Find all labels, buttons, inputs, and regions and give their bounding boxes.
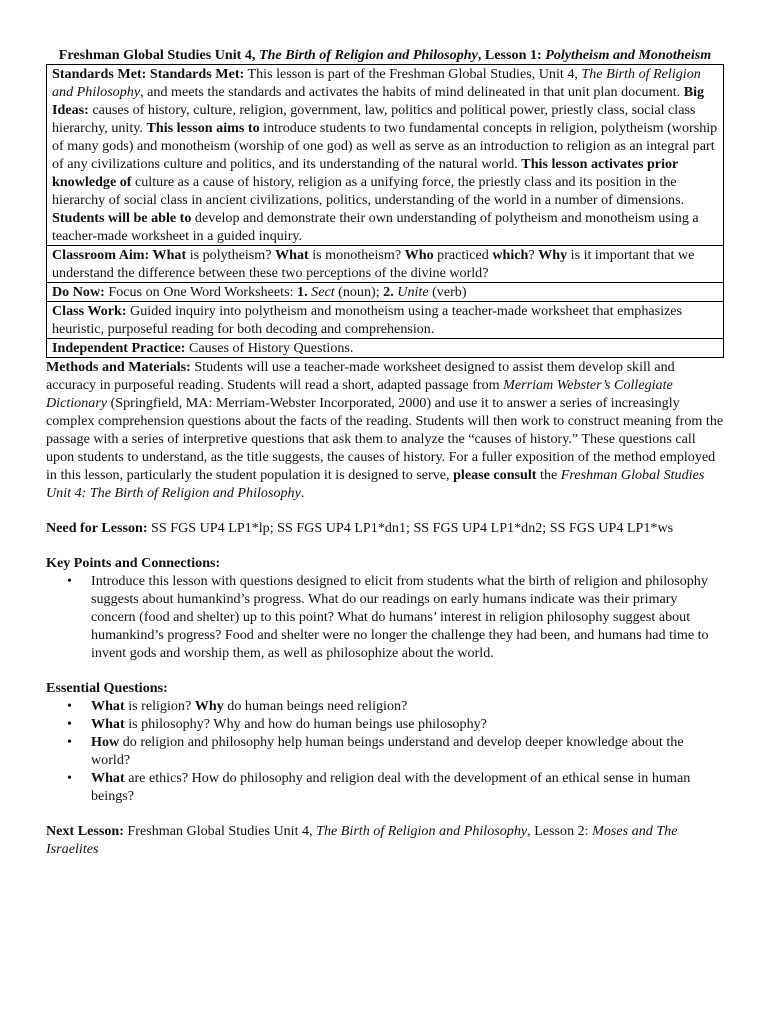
prior-knowledge-text: culture as a cause of history, religion as a unifying force, the priestly class and its position in the hierarchy of social class in ancient civilizations, politics, understanding of the world in a number of dimensions. (52, 174, 685, 208)
spacer (46, 502, 724, 519)
class-work-cell (47, 302, 724, 339)
q1-bold-2: Why (194, 698, 224, 714)
need-label: Need for Lesson: (46, 520, 148, 536)
big-ideas-text: causes of history, culture, religion, government, law, politics and political power, priestly class, social class hierarchy, unity. (52, 102, 696, 136)
standards-unit-title: The Birth of Religion and Philosophy (52, 66, 701, 100)
bullet-icon: • (67, 573, 72, 589)
need-for-lesson (46, 519, 724, 537)
aim-text-3: practiced (433, 247, 493, 263)
do-now-word-2: Unite (397, 284, 429, 300)
classroom-aim-cell (47, 246, 724, 283)
list-item (67, 733, 724, 769)
do-now-pos-1: (noun); (334, 284, 384, 300)
q1-bold-1: What (91, 698, 125, 714)
aim-bold-2: What (275, 247, 309, 263)
next-lesson-label: Next Lesson: (46, 823, 124, 839)
q3-text: do religion and philosophy help human beings understand and develop deeper knowledge about the world? (91, 734, 684, 768)
do-now-text: Focus on One Word Worksheets: (104, 284, 298, 300)
lesson-plan-page (46, 46, 724, 858)
methods-text-3: the (536, 467, 561, 483)
standards-table (46, 64, 724, 358)
aim-text-5: is it important that we understand the difference between these two perceptions of the divine world? (52, 247, 695, 281)
independent-practice-text: Causes of History Questions. (185, 340, 354, 356)
methods-paragraph (46, 358, 724, 502)
bullet-icon: • (67, 734, 72, 750)
do-now-label: Do Now: (52, 284, 105, 300)
list-item (67, 572, 724, 662)
independent-practice-cell (47, 339, 724, 358)
aim-bold-3: Who (404, 247, 434, 263)
aim-bold-5: Why (538, 247, 568, 263)
bullet-icon: • (67, 770, 72, 786)
title-lesson-name: Polytheism and Monotheism (545, 47, 712, 63)
aim-bold-4: which (492, 247, 529, 263)
q4-text: are ethics? How do philosophy and religion deal with the development of an ethical sense in human beings? (91, 770, 691, 804)
aim-text-1: is polytheism? (186, 247, 276, 263)
spacer (46, 662, 724, 679)
do-now-word-1: Sect (311, 284, 335, 300)
methods-period: . (300, 485, 305, 501)
bullet-icon: • (67, 716, 72, 732)
key-point-text: Introduce this lesson with questions designed to elicit from students what the birth of religion and philosophy suggests about humankind’s progress. What do our readings on early humans indicate was their primary concern (food and shelter) up to this point? What do humans’ interest in religion philosophy suggest about humankind’s progress? Food and shelter were no longer the challenge they had been, and humans had time to invent gods and worship them, as well as philosophize about the world. (91, 573, 709, 661)
methods-label: Methods and Materials: (46, 359, 191, 375)
page-title (46, 46, 724, 64)
do-now-cell (47, 283, 724, 302)
prior-knowledge-label: This lesson activates prior knowledge of (52, 156, 679, 190)
aim-text-2: is monotheism? (308, 247, 405, 263)
classroom-aim-label: Classroom Aim: What (52, 247, 187, 263)
next-lesson-text-2: , Lesson 2: (527, 823, 593, 839)
need-text: SS FGS UP4 LP1*lp; SS FGS UP4 LP1*dn1; SS FGS UP4 LP1*dn2; SS FGS UP4 LP1*ws (147, 520, 674, 536)
methods-dictionary-title: Merriam Webster’s Collegiate Dictionary (46, 377, 673, 411)
key-points-list (46, 572, 724, 662)
standards-row (47, 65, 724, 246)
do-now-number-1: 1. (297, 284, 308, 300)
standards-text-2: , and meets the standards and activates the habits of mind delineated in that unit plan document. (140, 84, 684, 100)
do-now-pos-2: (verb) (428, 284, 467, 300)
methods-consult: please consult (453, 467, 537, 483)
q3-bold: How (91, 734, 120, 750)
q4-bold: What (91, 770, 125, 786)
aims-label: This lesson aims to (146, 120, 260, 136)
title-prefix: Freshman Global Studies Unit 4, (58, 47, 259, 63)
do-now-number-2: 2. (383, 284, 394, 300)
spacer (46, 537, 724, 554)
list-item (67, 769, 724, 805)
q2-text: is philosophy? Why and how do human beings use philosophy? (124, 716, 487, 732)
q1-text-1: is religion? (124, 698, 195, 714)
class-work-row (47, 302, 724, 339)
big-ideas-label: Big Ideas: (52, 84, 705, 118)
independent-practice-row (47, 339, 724, 358)
standards-text-1: This lesson is part of the Freshman Global Studies, Unit 4, (244, 66, 582, 82)
spacer (46, 805, 724, 822)
bullet-icon: • (67, 698, 72, 714)
title-unit-name: The Birth of Religion and Philosophy (258, 47, 478, 63)
next-lesson-unit-title: The Birth of Religion and Philosophy (316, 823, 528, 839)
do-now-row (47, 283, 724, 302)
class-work-text: Guided inquiry into polytheism and monotheism using a teacher-made worksheet that emphasizes heuristic, purposeful reading for both decoding and comprehension. (52, 303, 683, 337)
methods-unit-title: Freshman Global Studies Unit 4: The Birth of Religion and Philosophy (46, 467, 705, 501)
q1-text-2: do human beings need religion? (223, 698, 408, 714)
classroom-aim-row (47, 246, 724, 283)
independent-practice-label: Independent Practice: (52, 340, 186, 356)
next-lesson-title: Moses and The Israelites (46, 823, 678, 857)
able-to-label: Students will be able to (52, 210, 192, 226)
list-item (67, 697, 724, 715)
standards-cell (47, 65, 724, 246)
able-to-text: develop and demonstrate their own understanding of polytheism and monotheism using a teacher-made worksheet in a guided inquiry. (52, 210, 699, 244)
standards-label: Standards Met: Standards Met: (52, 66, 245, 82)
next-lesson-text-1: Freshman Global Studies Unit 4, (123, 823, 317, 839)
list-item (67, 715, 724, 733)
methods-text-2: (Springfield, MA: Merriam-Webster Incorporated, 2000) and use it to answer a series of increasingly complex comprehension questions about the facts of the reading. Students will then work to construct meaning from the passage with a series of interpretive questions that ask them to analyze the “causes of history.” These questions call upon students to understand, as the title suggests, the causes of history. For a fuller exposition of the method employed in this lesson, particularly the student population it is designed to serve, (46, 395, 724, 483)
title-lesson-number: , Lesson 1: (477, 47, 546, 63)
aim-text-4: ? (528, 247, 539, 263)
aims-text: introduce students to two fundamental concepts in religion, polytheism (worship of many gods) and monotheism (worship of one god) as well as serve as an introduction to religion as an integral part of any civilizations culture and politics, and its understanding of the natural world. (52, 120, 718, 172)
next-lesson (46, 822, 724, 858)
methods-text-1: Students will use a teacher-made worksheet designed to assist them develop skill and accuracy in purposeful reading. Students will read a short, adapted passage from (46, 359, 675, 393)
class-work-label: Class Work: (52, 303, 127, 319)
q2-bold: What (91, 716, 125, 732)
essential-questions-list (46, 697, 724, 805)
key-points-heading: Key Points and Connections: (46, 555, 221, 571)
essential-questions-heading: Essential Questions: (46, 680, 168, 696)
